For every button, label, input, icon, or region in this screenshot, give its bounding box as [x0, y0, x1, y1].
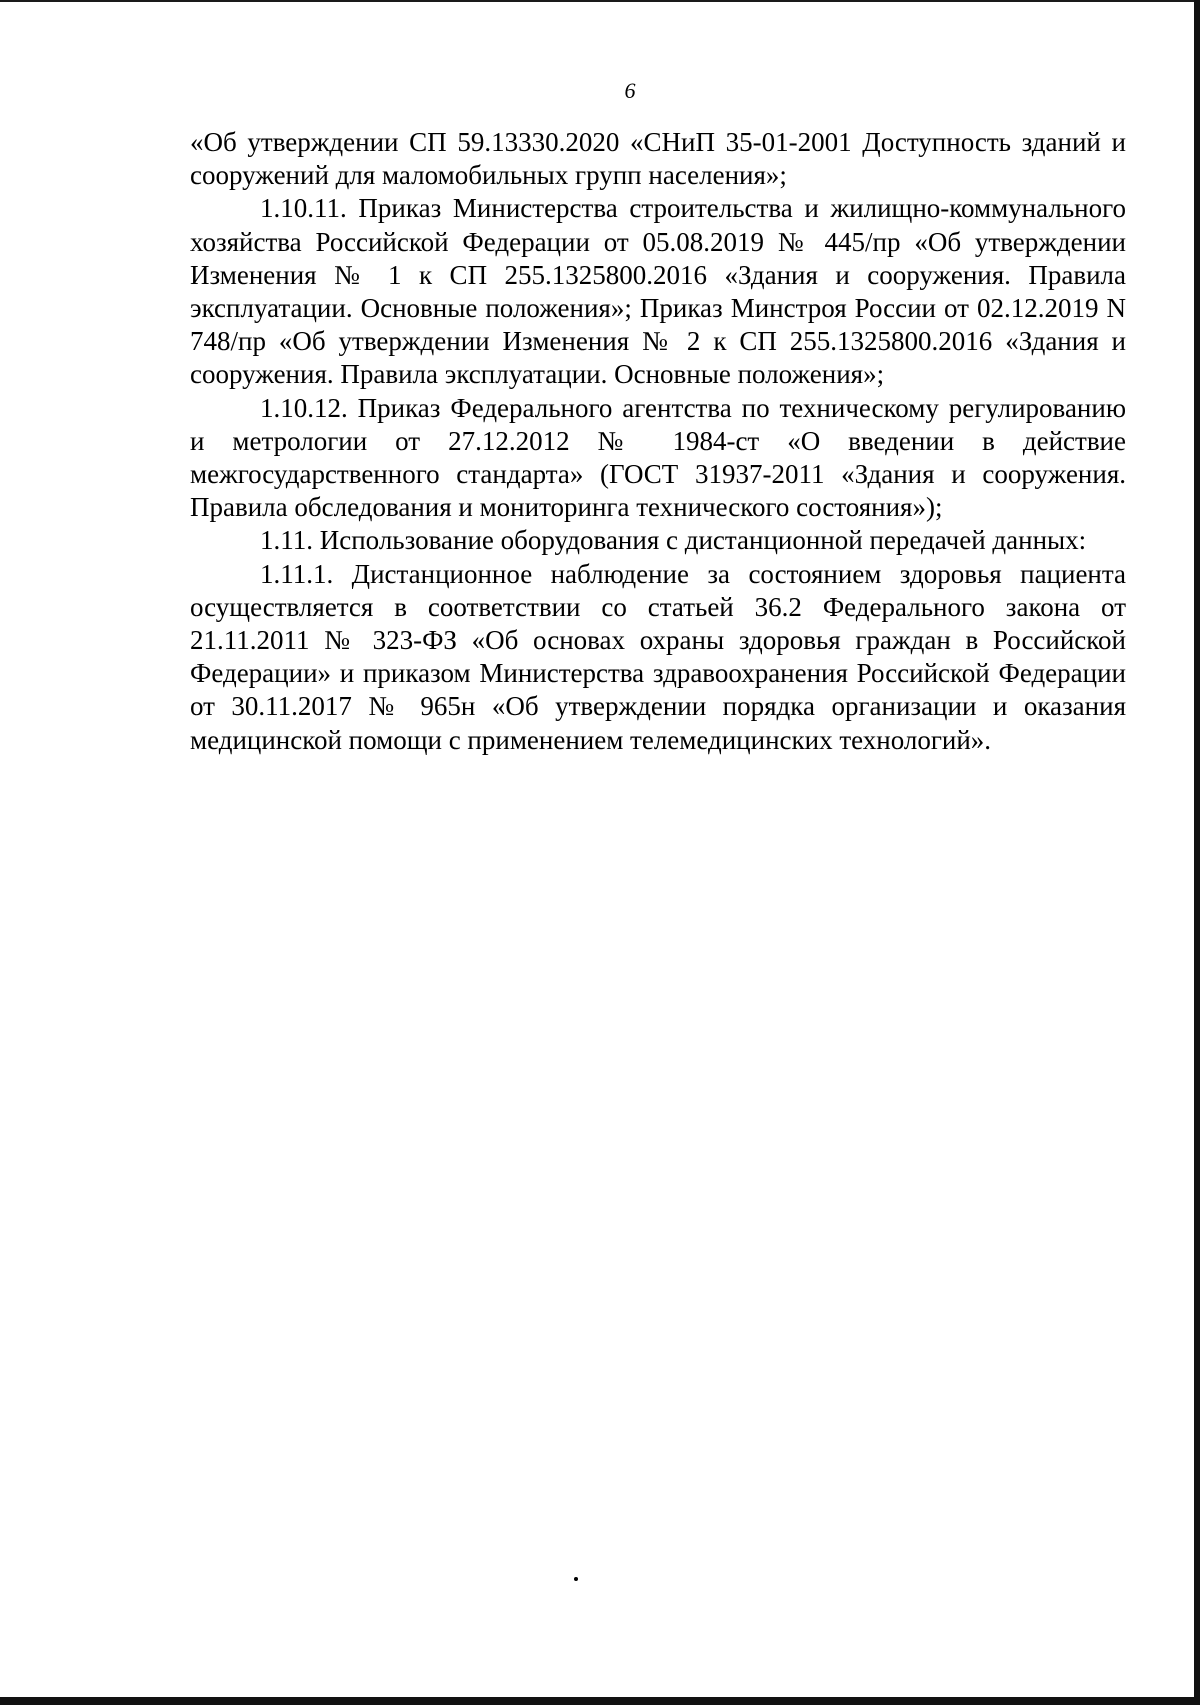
document-body — [190, 126, 1126, 757]
scan-edge-right — [1194, 0, 1200, 1705]
paragraph-1-11-1: 1.11.1. Дистанционное наблюдение за состоянием здоровья пациента осуществляется в соответствии со статьей 36.2 Федерального закона от 21.11.2011 № 323-ФЗ «Об основах охраны здоровья граждан в Российской Федерации» и приказом Министерства здравоохранения Российской Федерации от 30.11.2017 № 965н «Об утверждении порядка организации и оказания медицинской помощи с применением телемедицинских технологий». — [190, 558, 1126, 755]
paragraph-continuation: «Об утверждении СП 59.13330.2020 «СНиП 35-01-2001 Доступность зданий и сооружений для маломобильных групп населения»; — [190, 127, 1126, 191]
paragraph-1-10-12: 1.10.12. Приказ Федерального агентства по техническому регулированию и метрологии от 27.12.2012 № 1984-ст «О введении в действие межгосударственного стандарта» (ГОСТ 31937-2011 «Здания и сооружения. Правила обследования и мониторинга технического состояния»); — [190, 392, 1126, 523]
scan-edge-top — [0, 0, 1200, 2]
paragraph-1-10-11: 1.10.11. Приказ Министерства строительства и жилищно-коммунального хозяйства Российской Федерации от 05.08.2019 № 445/пр «Об утверждении Изменения № 1 к СП 255.1325800.2016 «Здания и сооружения. Правила эксплуатации. Основные положения»; Приказ Минстроя России от 02.12.2019 N 748/пр «Об утверждении Изменения № 2 к СП 255.1325800.2016 «Здания и сооружения. Правила эксплуатации. Основные положения»; — [190, 193, 1126, 390]
scan-speck — [574, 1577, 578, 1581]
page-number: 6 — [624, 78, 636, 103]
scan-edge-bottom — [0, 1697, 1200, 1705]
paragraph-1-11: 1.11. Использование оборудования с дистанционной передачей данных: — [260, 525, 1087, 556]
